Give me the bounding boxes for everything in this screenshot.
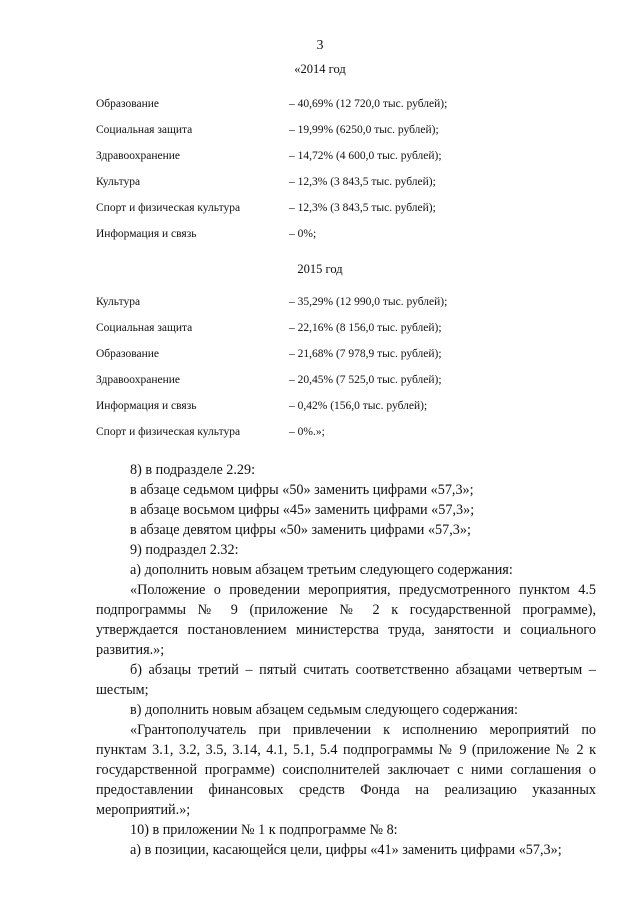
item-value: – 40,69% (12 720,0 тыс. рублей); [289,98,448,110]
item-label: Здравоохранение [96,374,181,386]
item-label: Культура [96,176,141,188]
paragraph: в) дополнить новым абзацем седьмым следующего содержания: [130,702,518,718]
paragraph: 9) подраздел 2.32: [130,542,239,558]
page-number: 3 [316,38,324,53]
item-value: – 35,29% (12 990,0 тыс. рублей); [289,296,448,308]
item-label: Образование [96,348,160,360]
item-label: Социальная защита [96,124,193,136]
list-item [96,374,566,400]
paragraph: «Положение о проведении мероприятия, предусмотренного пунктом 4.5 подпрограммы № 9 (приложение № 2 к государственной программе), утверждается постановлением министерства труда, занятости и социального развития.»; [96,582,596,658]
list-item [96,98,566,124]
item-value: – 21,68% (7 978,9 тыс. рублей); [289,348,442,360]
list-item [96,296,566,322]
paragraph: в абзаце девятом цифры «50» заменить цифрами «57,3»; [130,522,471,538]
item-label: Культура [96,296,141,308]
list-item [96,400,566,426]
list-2014 [96,98,566,254]
item-value: – 19,99% (6250,0 тыс. рублей); [289,124,439,136]
paragraph: в абзаце восьмом цифры «45» заменить цифрами «57,3»; [130,502,475,518]
item-value: – 20,45% (7 525,0 тыс. рублей); [289,374,442,386]
list-2015 [96,296,566,452]
item-value: – 0%; [289,228,317,240]
item-label: Спорт и физическая культура [96,426,241,438]
amendments-text [96,460,596,860]
list-item [96,348,566,374]
list-item [96,124,566,150]
item-label: Здравоохранение [96,150,181,162]
paragraph: 8) в подразделе 2.29: [130,462,256,478]
list-item [96,176,566,202]
paragraph: б) абзацы третий – пятый считать соответственно абзацами четвертым – шестым; [96,662,596,698]
item-value: – 0%.»; [289,426,325,438]
paragraph: а) в позиции, касающейся цели, цифры «41» заменить цифрами «57,3»; [130,842,562,858]
heading-2015: 2015 год [297,262,343,276]
list-item [96,202,566,228]
list-item [96,150,566,176]
item-value: – 12,3% (3 843,5 тыс. рублей); [289,176,436,188]
item-value: – 0,42% (156,0 тыс. рублей); [289,400,428,412]
item-label: Спорт и физическая культура [96,202,241,214]
heading-2014: «2014 год [294,62,346,76]
list-item [96,322,566,348]
list-item [96,228,566,254]
item-value: – 14,72% (4 600,0 тыс. рублей); [289,150,442,162]
item-label: Информация и связь [96,400,197,412]
paragraph: «Грантополучатель при привлечении к исполнению мероприятий по пунктам 3.1, 3.2, 3.5, 3.14, 4.1, 5.1, 5.4 подпрограммы № 9 (приложение № 2 к государственной программе) соисполнителей заключает с ними соглашения о предоставлении финансовых средств Фонда на реализацию указанных мероприятий.»; [96,722,596,818]
item-value: – 12,3% (3 843,5 тыс. рублей); [289,202,436,214]
item-label: Социальная защита [96,322,193,334]
paragraph: а) дополнить новым абзацем третьим следующего содержания: [130,562,513,578]
paragraph: 10) в приложении № 1 к подпрограмме № 8: [130,822,398,838]
item-value: – 22,16% (8 156,0 тыс. рублей); [289,322,442,334]
item-label: Информация и связь [96,228,197,240]
paragraph: в абзаце седьмом цифры «50» заменить цифрами «57,3»; [130,482,474,498]
list-item [96,426,566,452]
item-label: Образование [96,98,160,110]
